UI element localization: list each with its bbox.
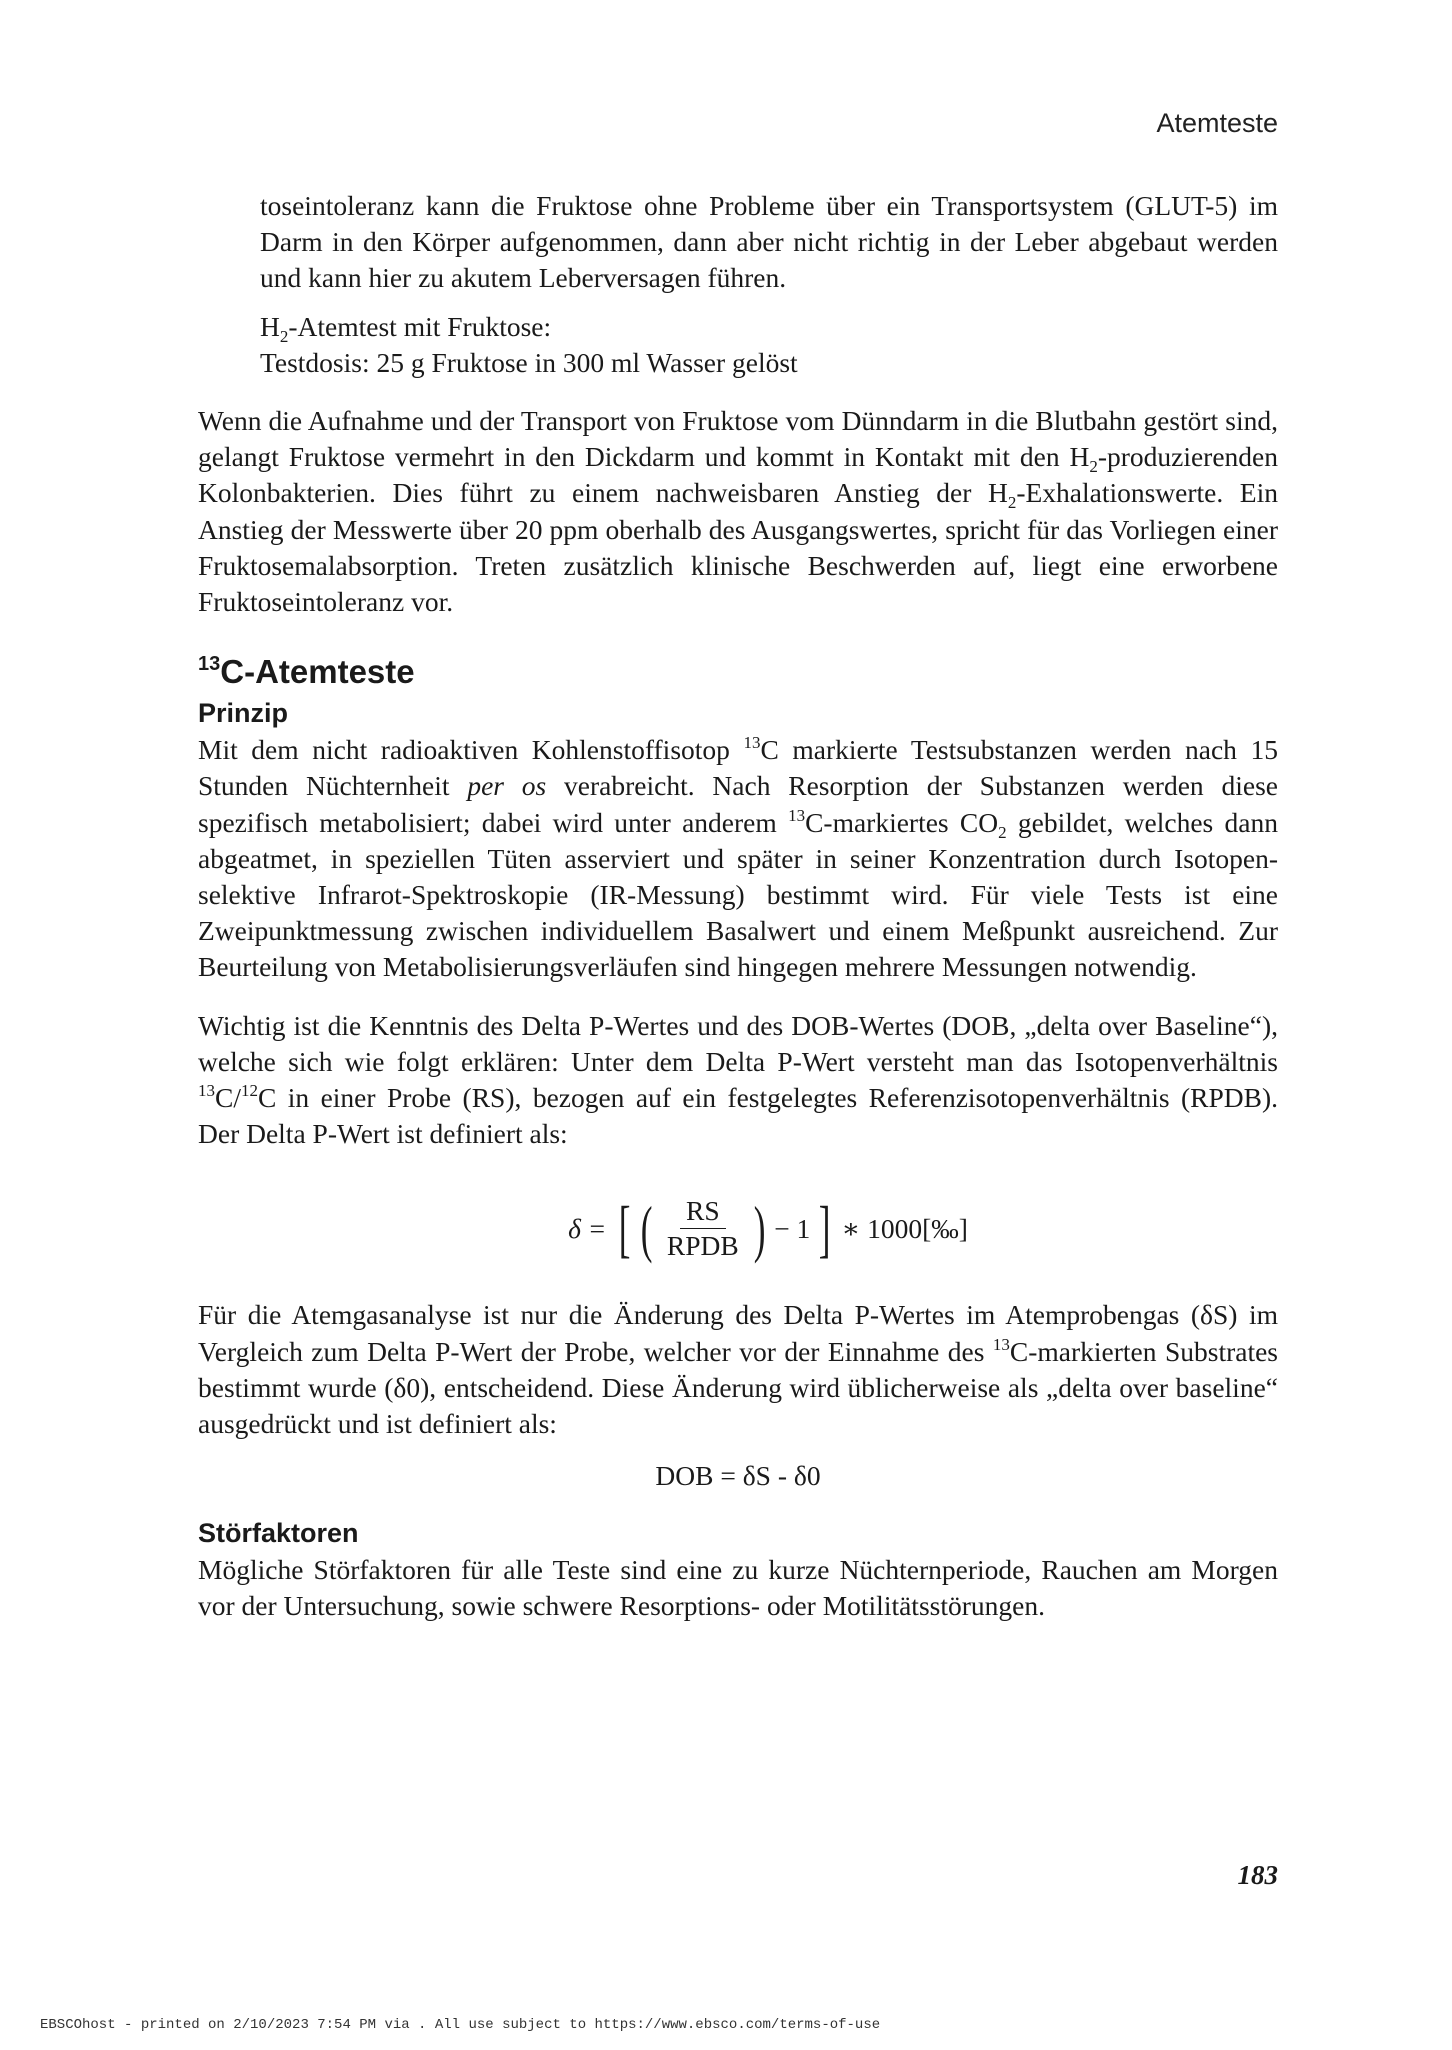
paragraph-prinzip: Mit dem nicht radioaktiven Kohlenstoffisotop $^{13}$C markierte Testsubstanzen werden nach 15 Stunden Nüchternheit per os verabreicht. Nach Resorption der Substanzen werden diese spezifisch metabolisiert; dabei wird unter anderem $^{13}$C-markiertes $CO_2$ gebildet, welches dann abgeatmet, in speziellen Tüten asserviert und später in seiner Konzentration durch Isotopen-selektive Infrarot-Spektroskopie (IR-Messung) bestimmt wird. Für viele Tests ist eine Zweipunktmessung zwischen individuellem Basalwert und einem Meßpunkt ausreichend. Zur Beurteilung von Metabolisierungsverläufen sind hingegen mehrere Messungen notwendig. [198,733,1278,983]
delta-formula [258,1194,1278,1263]
formula-denominator: RPDB [666,1230,739,1262]
test-name-line: $H_2$-Atemtest mit Fruktose: [260,310,552,346]
formula-left-paren: ( [640,1192,653,1264]
formula-right-paren: ) [753,1192,766,1264]
test-dose-line: Testdosis: 25 g Fruktose in 300 ml Wasser gelöst [260,346,798,378]
paragraph-fructose-intolerance: toseintoleranz kann die Fruktose ohne Probleme über ein Transportsystem (GLUT-5) im Darm in den Körper aufgenommen, dann aber nicht richtig in der Leber abgebaut werden und kann hier zu akutem Leberversagen führen. [260,190,1278,294]
formula-left-bracket: [ [619,1192,631,1264]
paragraph-stoerfaktoren: Mögliche Störfaktoren für alle Teste sind eine zu kurze Nüchternperiode, Rauchen am Morgen vor der Untersuchung, sowie schwere Resorptions- oder Motilitätsstörungen. [198,1554,1278,1622]
formula-unit: [‰] [922,1212,968,1244]
paragraph-dob: Für die Atemgasanalyse ist nur die Änderung des Delta P-Wertes im Atemprobengas (δS) im Vergleich zum Delta P-Wert der Probe, welcher vor der Einnahme des $^{13}$C-markierten Substrates bestimmt wurde (δ0), entscheidend. Diese Änderung wird üblicherweise als „delta over baseline“ ausgedrückt und ist definiert als: [198,1299,1278,1440]
paragraph-fructose-malabsorption: Wenn die Aufnahme und der Transport von Fruktose vom Dünndarm in die Blutbahn gestört sind, gelangt Fruktose vermehrt in den Dickdarm und kommt in Kontakt mit den $H_2$-produzierenden Kolonbakterien. Dies führt zu einem nachweisbaren Anstieg der $H_2$-Exhalationswerte. Ein Anstieg der Messwerte über 20 ppm oberhalb des Ausgangswertes, spricht für das Vorliegen einer Fruktosemalabsorption. Treten zusätzlich klinische Beschwerden auf, liegt eine erworbene Fruktoseintoleranz vor. [198,405,1278,618]
formula-right-bracket: ] [818,1192,831,1264]
running-head: Atemteste [1156,108,1278,138]
subheading-prinzip: Prinzip [198,698,289,729]
dob-formula: DOB = δS - δ0 [655,1460,821,1492]
paragraph-delta-p: Wichtig ist die Kenntnis des Delta P-Wertes und des DOB-Wertes (DOB, „delta over Baseline“), welche sich wie folgt erklären: Unter dem Delta P-Wert versteht man das Isotopenverhältnis $^{13}$C/$^{12}$C in einer Probe (RS), bezogen auf ein festgelegtes Referenzisotopenverhältnis (RPDB). Der Delta P-Wert ist definiert als: [198,1009,1278,1150]
page-number: 183 [1237,1860,1278,1890]
print-footer: EBSCOhost - printed on 2/10/2023 7:54 PM via . All use subject to https://www.ebsco.com/terms-of-use [40,2017,881,2033]
page-body [198,188,1278,1625]
formula-fraction [661,1194,745,1263]
subheading-stoerfaktoren: Störfaktoren [198,1518,359,1549]
formula-minus-one: − 1 [774,1212,811,1244]
formula-numerator: RS [680,1194,726,1229]
formula-delta: δ = [568,1212,607,1244]
formula-times: ∗ 1000 [841,1212,923,1244]
section-title: $^{13}$C-Atemteste [198,653,415,691]
